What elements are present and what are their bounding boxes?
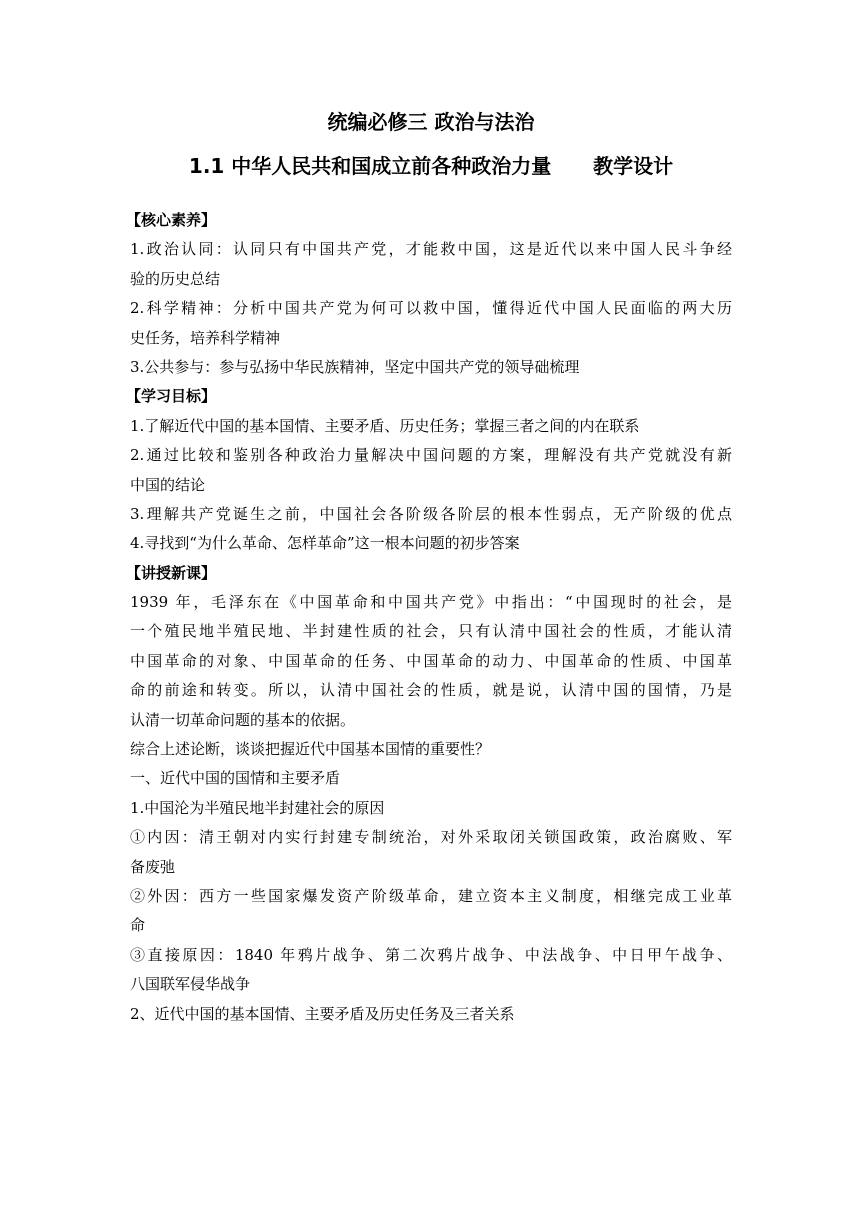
paragraph-line: 1.中国沦为半殖民地半封建社会的原因 (130, 798, 385, 817)
paragraph-line: 2.通过比较和鉴别各种政治力量解决中国问题的方案，理解没有共产党就没有新 (130, 446, 732, 465)
paragraph-line: 1.政治认同：认同只有中国共产党，才能救中国，这是近代以来中国人民斗争经 (130, 240, 732, 259)
paragraph-line: 1939 年，毛泽东在《中国革命和中国共产党》中指出：“中国现时的社会，是 (130, 593, 732, 612)
paragraph-line: 3.理解共产党诞生之前，中国社会各阶级各阶层的根本性弱点，无产阶级的优点 (130, 504, 732, 523)
document-subtitle: 1.1 中华人民共和国成立前各种政治力量 教学设计 (188, 154, 674, 178)
paragraph-line: ②外因：西方一些国家爆发资产阶级革命，建立资本主义制度，相继完成工业革 (130, 886, 732, 905)
paragraph-line: 2.科学精神：分析中国共产党为何可以救中国，懂得近代中国人民面临的两大历 (130, 299, 732, 318)
paragraph-line: 八国联军侵华战争 (130, 975, 251, 994)
paragraph-line: 一、近代中国的国情和主要矛盾 (130, 769, 341, 788)
paragraph-line: 一个殖民地半殖民地、半封建性质的社会，只有认清中国社会的性质，才能认清 (130, 622, 732, 641)
paragraph-line: ③直接原因：1840 年鸦片战争、第二次鸦片战争、中法战争、中日甲午战争、 (130, 945, 732, 964)
paragraph-line: 验的历史总结 (130, 269, 221, 288)
paragraph-line: 命 (130, 916, 146, 935)
paragraph-line: 3.公共参与：参与弘扬中华民族精神，坚定中国共产党的领导础梳理 (130, 357, 580, 376)
paragraph-line: 4.寻找到“为什么革命、怎样革命”这一根本问题的初步答案 (130, 534, 520, 553)
document-body (126, 206, 732, 1029)
paragraph-line: 备废弛 (130, 857, 176, 876)
paragraph-line: 命的前途和转变。所以，认清中国社会的性质，就是说，认清中国的国情，乃是 (130, 681, 732, 700)
paragraph-line: ①内因：清王朝对内实行封建专制统治，对外采取闭关锁国政策，政治腐败、军 (130, 828, 732, 847)
document-page (126, 104, 732, 1029)
paragraph-line: 中国革命的对象、中国革命的任务、中国革命的动力、中国革命的性质、中国革 (130, 651, 732, 670)
paragraph-line: 1.了解近代中国的基本国情、主要矛盾、历史任务；掌握三者之间的内在联系 (130, 416, 640, 435)
paragraph-line: 中国的结论 (130, 475, 206, 494)
section-heading-learning-goals: 【学习目标】 (126, 387, 217, 406)
paragraph-line: 史任务，培养科学精神 (130, 328, 281, 347)
paragraph-line: 认清一切革命问题的基本的依据。 (130, 710, 356, 729)
paragraph-line: 综合上述论断，谈谈把握近代中国基本国情的重要性？ (130, 740, 491, 759)
section-heading-core-literacy: 【核心素养】 (126, 211, 217, 229)
document-title: 统编必修三 政治与法治 (327, 110, 535, 134)
paragraph-line: 2、近代中国的基本国情、主要矛盾及历史任务及三者关系 (130, 1004, 515, 1023)
section-heading-new-lesson: 【讲授新课】 (126, 563, 217, 582)
